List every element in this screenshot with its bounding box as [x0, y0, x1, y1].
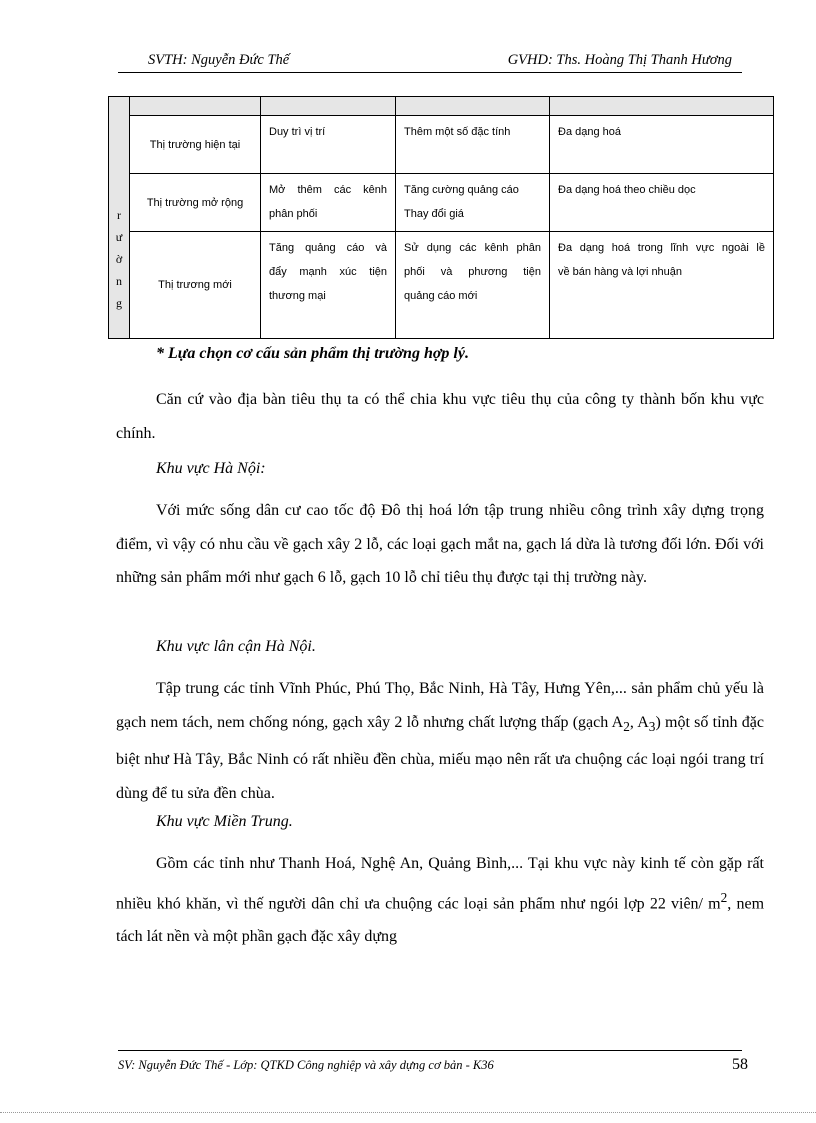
- page-boundary: [0, 1112, 816, 1113]
- table-row: [109, 232, 774, 339]
- table-cell: Đa dạng hoá theo chiều dọc: [550, 174, 774, 232]
- table-cell: Sử dụng các kênh phân phối và phương tiện quảng cáo mới: [396, 232, 550, 339]
- side-letter: ờ: [115, 251, 123, 266]
- side-letter: ư: [115, 229, 123, 244]
- section-heading: * Lựa chọn cơ cấu sản phẩm thị trường hợp lý.: [156, 345, 469, 362]
- page-number: 58: [732, 1056, 748, 1073]
- side-letter: r: [117, 207, 121, 222]
- hanoi-paragraph: Với mức sống dân cư cao tốc độ Đô thị hoá lớn tập trung nhiều công trình xây dựng trọng điểm, vì vậy có nhu cầu về gạch xây 2 lỗ, các loại gạch mắt na, gạch lá dừa là tương đối lớn. Đối với những sản phẩm mới như gạch 6 lỗ, gạch 10 lỗ chỉ tiêu thụ được tại thị trường này.: [116, 502, 764, 586]
- table-cell: Tăng quảng cáo và đẩy mạnh xúc tiện thương mại: [261, 232, 396, 339]
- header-student: SVTH: Nguyễn Đức Thế: [148, 52, 290, 68]
- table-row: [109, 116, 774, 174]
- central-title: Khu vực Miền Trung.: [156, 813, 293, 830]
- table-cell: Duy trì vị trí: [261, 116, 396, 174]
- table-cell: Tăng cường quảng cáo Thay đổi giá: [396, 174, 550, 232]
- nearby-title: Khu vực lân cận Hà Nội.: [156, 638, 316, 655]
- table-cell: Thêm một số đặc tính: [396, 116, 550, 174]
- table-cell: Đa dạng hoá: [550, 116, 774, 174]
- market-new: Thị trương mới: [130, 232, 261, 339]
- side-letter: g: [116, 295, 122, 310]
- side-label-cell: [109, 97, 130, 339]
- header-advisor: GVHD: Ths. Hoàng Thị Thanh Hương: [507, 52, 732, 68]
- table-row: [109, 174, 774, 232]
- page-header: [118, 50, 742, 73]
- side-letter: n: [116, 273, 122, 288]
- hanoi-title: Khu vực Hà Nội:: [156, 460, 266, 477]
- table-cell: Mở thêm các kênh phân phối: [261, 174, 396, 232]
- central-paragraph: Gồm các tỉnh như Thanh Hoá, Nghệ An, Quảng Bình,... Tại khu vực này kinh tế còn gặp rất nhiều khó khăn, vì thế người dân chỉ ưa chuộng các loại sản phẩm như ngói lợp 22 viên/ $m^2$, nem tách lát nền và một phần gạch đặc xây dựng: [116, 855, 765, 946]
- market-expanded: Thị trường mở rộng: [130, 174, 261, 232]
- nearby-paragraph: Tập trung các tỉnh Vĩnh Phúc, Phú Thọ, Bắc Ninh, Hà Tây, Hưng Yên,... sản phẩm chủ yếu là gạch nem tách, nem chống nóng, gạch xây 2 lỗ nhưng chất lượng thấp (gạch $A_2$, $A_3$) một số tỉnh đặc biệt như Hà Tây, Bắc Ninh có rất nhiều đền chùa, miếu mạo nên rất ưa chuộng các loại ngói trang trí dùng để tu sửa đền chùa.: [116, 680, 764, 802]
- market-current: Thị trường hiện tại: [130, 116, 261, 174]
- footer-text: SV: Nguyễn Đức Thế - Lớp: QTKD Công nghiệp và xây dựng cơ bản - K36: [118, 1058, 494, 1072]
- intro-paragraph: Căn cứ vào địa bàn tiêu thụ ta có thể chia khu vực tiêu thụ của công ty thành bốn khu vực chính.: [116, 391, 764, 442]
- page-footer: [118, 1050, 748, 1073]
- strategy-table: [108, 96, 774, 339]
- table-header-row: [109, 97, 774, 116]
- table-cell: Đa dạng hoá trong lĩnh vực ngoài lề về bán hàng và lợi nhuận: [550, 232, 774, 339]
